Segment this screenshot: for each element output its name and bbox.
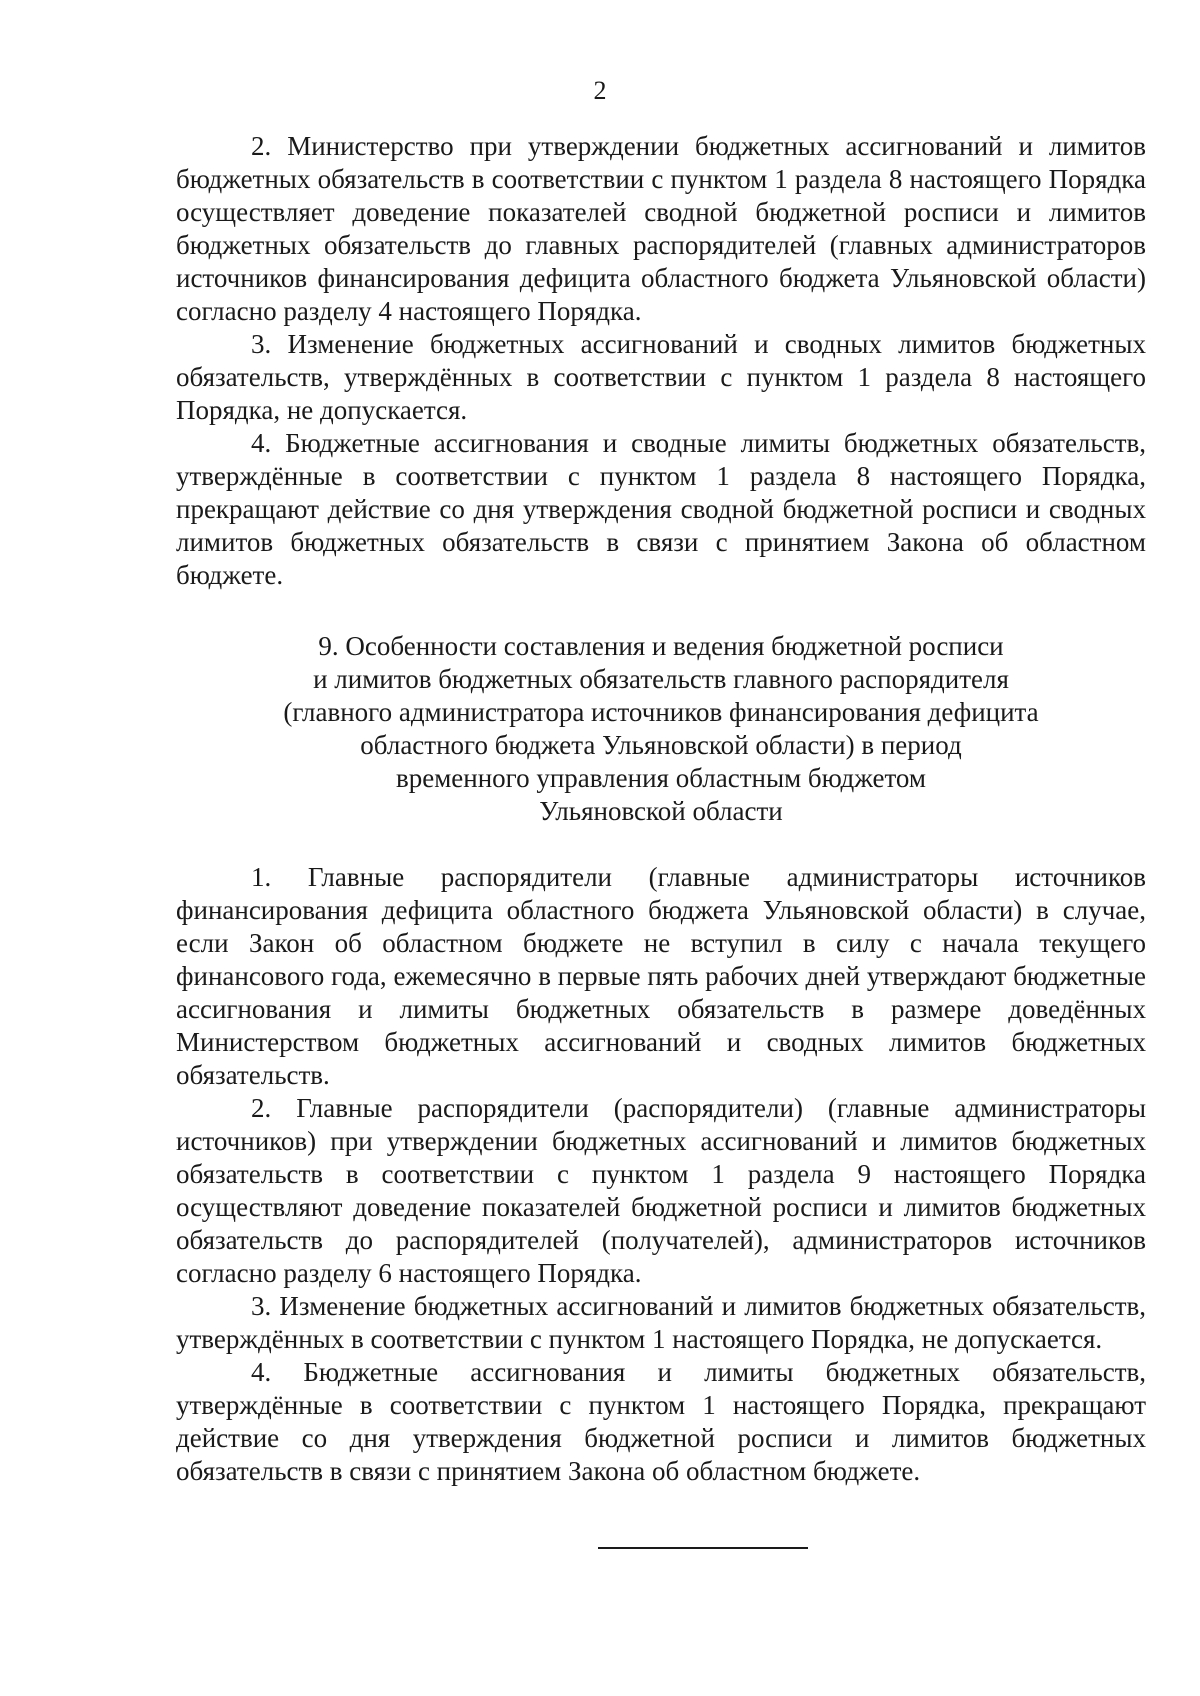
- section-9-body: [176, 861, 1146, 1488]
- paragraph: 4. Бюджетные ассигнования и сводные лимиты бюджетных обязательств, утверждённые в соответствии с пунктом 1 раздела 8 настоящего Порядка, прекращают действие со дня утверждения сводной бюджетной росписи и сводных лимитов бюджетных обязательств в связи с принятием Закона об областном бюджете.: [176, 428, 1146, 590]
- paragraph: 3. Изменение бюджетных ассигнований и лимитов бюджетных обязательств, утверждённых в соответствии с пунктом 1 настоящего Порядка, не допускается.: [176, 1291, 1146, 1354]
- paragraph: 4. Бюджетные ассигнования и лимиты бюджетных обязательств, утверждённые в соответствии с пунктом 1 настоящего Порядка, прекращают действие со дня утверждения бюджетной росписи и лимитов бюджетных обязательств в связи с принятием Закона об областном бюджете.: [176, 1357, 1146, 1486]
- paragraph: 1. Главные распорядители (главные администраторы источников финансирования дефицита областного бюджета Ульяновской области) в случае, если Закон об областном бюджете не вступил в силу с начала текущего финансового года, ежемесячно в первые пять рабочих дней утверждают бюджетные ассигнования и лимиты бюджетных обязательств в размере доведённых Министерством бюджетных ассигнований и сводных лимитов бюджетных обязательств.: [176, 862, 1146, 1090]
- heading-line: (главного администратора источников финансирования дефицита: [283, 697, 1039, 727]
- end-divider-line: [598, 1547, 808, 1549]
- paragraph: 2. Главные распорядители (распорядители) (главные администраторы источников) при утверждении бюджетных ассигнований и лимитов бюджетных обязательств в соответствии с пунктом 1 раздела 9 настоящего Порядка осуществляют доведение показателей бюджетной росписи и лимитов бюджетных обязательств до распорядителей (получателей), администраторов источников согласно разделу 6 настоящего Порядка.: [176, 1093, 1146, 1288]
- heading-line: 9. Особенности составления и ведения бюджетной росписи: [318, 631, 1004, 661]
- heading-line: областного бюджета Ульяновской области) в период: [360, 730, 962, 760]
- heading-line: временного управления областным бюджетом: [395, 763, 926, 793]
- document-body: [176, 130, 1146, 1488]
- page-number: 2: [593, 76, 607, 105]
- heading-line: Ульяновской области: [539, 796, 783, 826]
- paragraph: 3. Изменение бюджетных ассигнований и сводных лимитов бюджетных обязательств, утверждённых в соответствии с пунктом 1 раздела 8 настоящего Порядка, не допускается.: [176, 329, 1146, 425]
- section-8-continuation: [176, 130, 1146, 592]
- section-9-heading: [176, 630, 1146, 828]
- heading-line: и лимитов бюджетных обязательств главного распорядителя: [313, 664, 1009, 694]
- paragraph: 2. Министерство при утверждении бюджетных ассигнований и лимитов бюджетных обязательств в соответствии с пунктом 1 раздела 8 настоящего Порядка осуществляет доведение показателей сводной бюджетной росписи и лимитов бюджетных обязательств до главных распорядителей (главных администраторов источников финансирования дефицита областного бюджета Ульяновской области) согласно разделу 4 настоящего Порядка.: [176, 131, 1146, 326]
